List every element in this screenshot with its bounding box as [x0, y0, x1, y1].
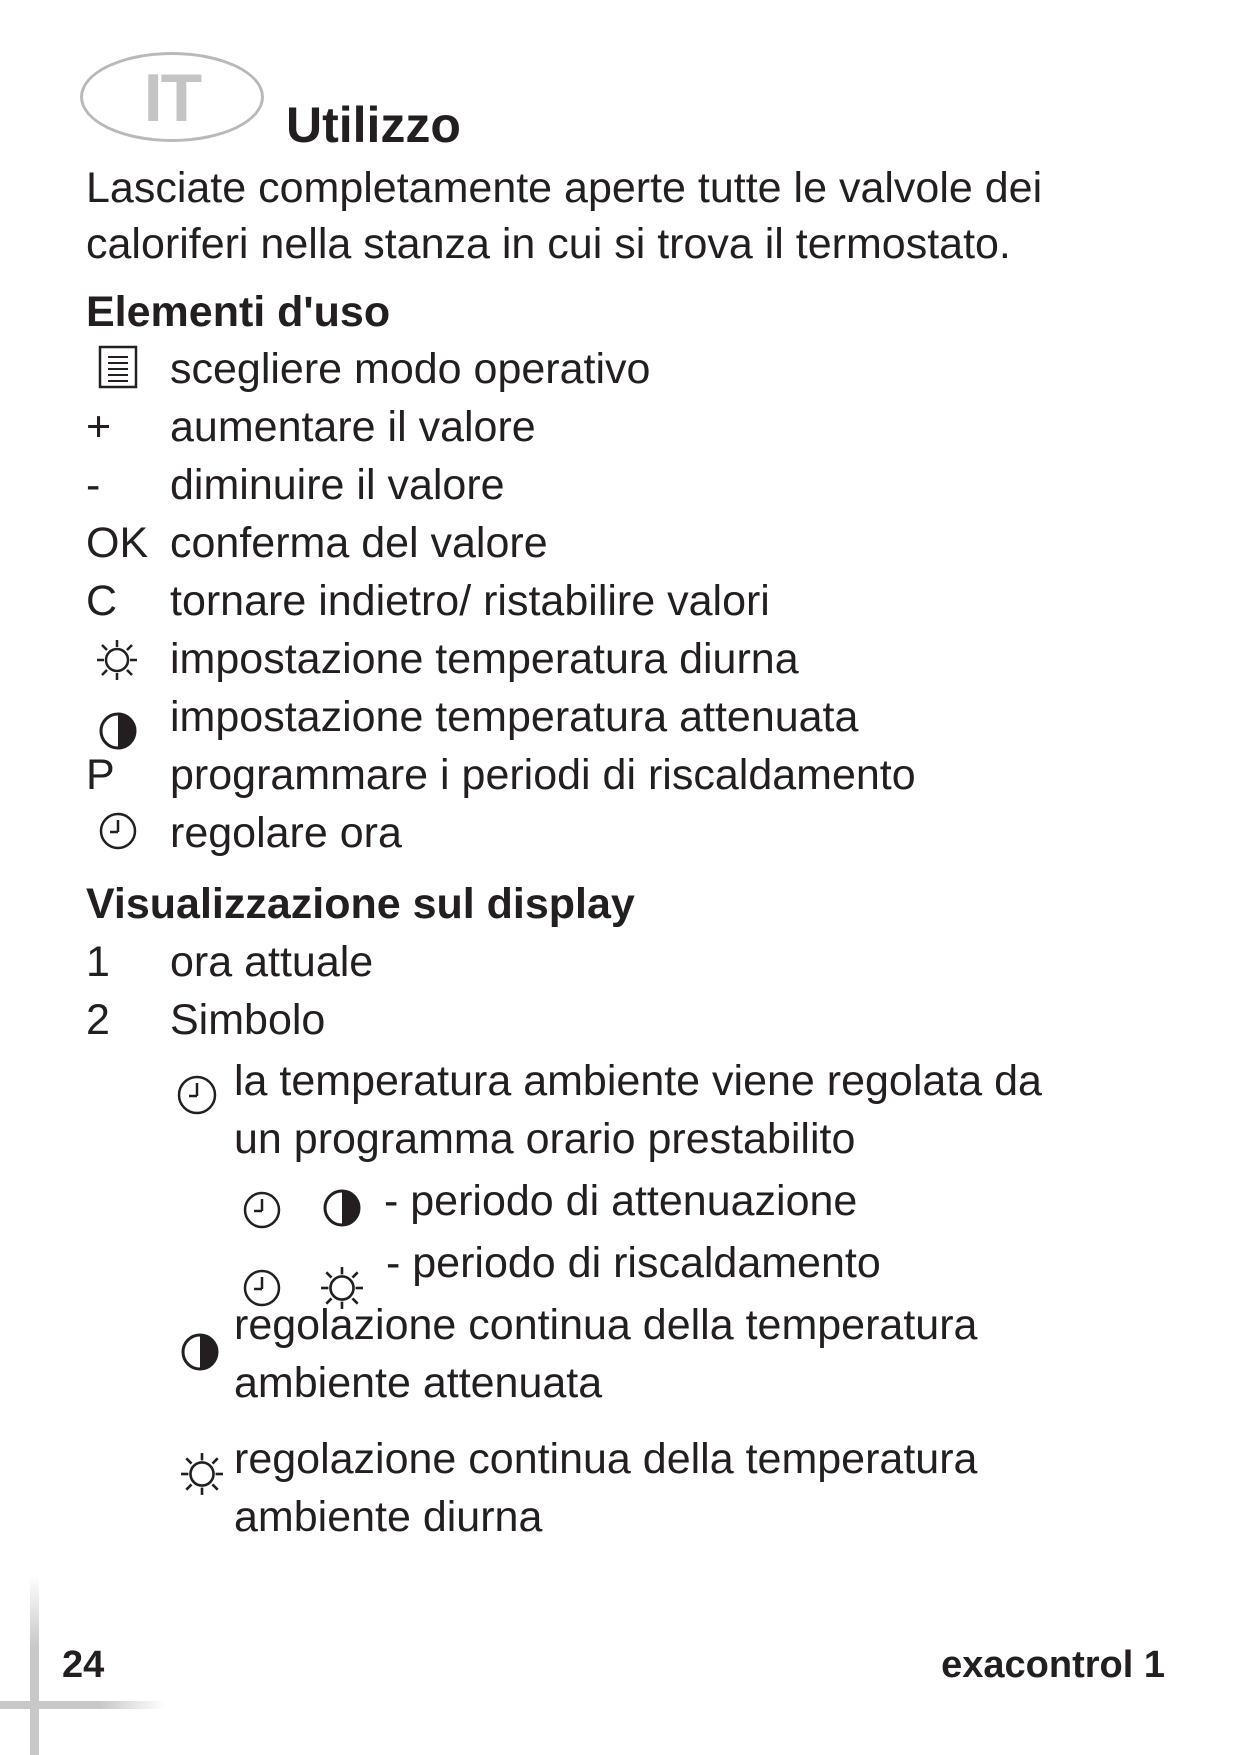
- setback-continuous-text-line2: ambiente attenuata: [234, 1359, 603, 1407]
- language-badge: [80, 52, 264, 142]
- control-key: +: [86, 403, 112, 451]
- control-key: -: [86, 461, 101, 509]
- setback-period-text: - periodo di attenuazione: [384, 1177, 858, 1225]
- control-key: OK: [86, 519, 149, 567]
- clock-symbol-text-line1: la temperatura ambiente viene regolata da: [234, 1057, 1042, 1105]
- clock-icon: [242, 1190, 282, 1230]
- controls-heading: Elementi d'uso: [86, 288, 391, 336]
- control-key: C: [86, 577, 118, 625]
- control-label: aumentare il valore: [170, 403, 536, 451]
- display-label: Simbolo: [170, 996, 326, 1044]
- half-moon-icon: [98, 711, 138, 751]
- half-moon-icon: [322, 1188, 362, 1228]
- display-label: ora attuale: [170, 938, 374, 986]
- menu-icon: [98, 345, 138, 389]
- language-badge-text: IT: [143, 60, 201, 136]
- display-heading: Visualizzazione sul display: [86, 880, 635, 928]
- day-continuous-text-line1: regolazione continua della temperatura: [234, 1435, 978, 1483]
- half-moon-icon: [180, 1332, 220, 1372]
- page-number: 24: [62, 1644, 105, 1686]
- display-key: 2: [86, 996, 110, 1044]
- day-continuous-text-line2: ambiente diurna: [234, 1493, 543, 1541]
- heating-period-text: - periodo di riscaldamento: [386, 1239, 881, 1287]
- clock-icon: [176, 1074, 218, 1116]
- control-key: P: [86, 751, 115, 799]
- clock-icon: [98, 811, 138, 851]
- control-label: impostazione temperatura diurna: [170, 635, 799, 683]
- control-label: programmare i periodi di riscaldamento: [170, 751, 916, 799]
- crop-mark-vertical: [30, 1575, 39, 1755]
- control-label: regolare ora: [170, 809, 402, 857]
- control-label: conferma del valore: [170, 519, 548, 567]
- control-label: scegliere modo operativo: [170, 345, 651, 393]
- clock-symbol-text-line2: un programma orario prestabilito: [234, 1115, 856, 1163]
- intro-paragraph: Lasciate completamente aperte tutte le valvole dei caloriferi nella stanza in cui si trova il termostato.: [86, 164, 1043, 268]
- sun-icon: [96, 639, 138, 681]
- product-name: exacontrol 1: [941, 1644, 1165, 1686]
- control-label: tornare indietro/ ristabilire valori: [170, 577, 770, 625]
- sun-icon: [180, 1452, 224, 1496]
- control-label: diminuire il valore: [170, 461, 505, 509]
- display-key: 1: [86, 938, 110, 986]
- setback-continuous-text-line1: regolazione continua della temperatura: [234, 1301, 978, 1349]
- crop-mark-horizontal: [0, 1701, 165, 1709]
- page-title: Utilizzo: [286, 97, 461, 153]
- control-label: impostazione temperatura attenuata: [170, 693, 859, 741]
